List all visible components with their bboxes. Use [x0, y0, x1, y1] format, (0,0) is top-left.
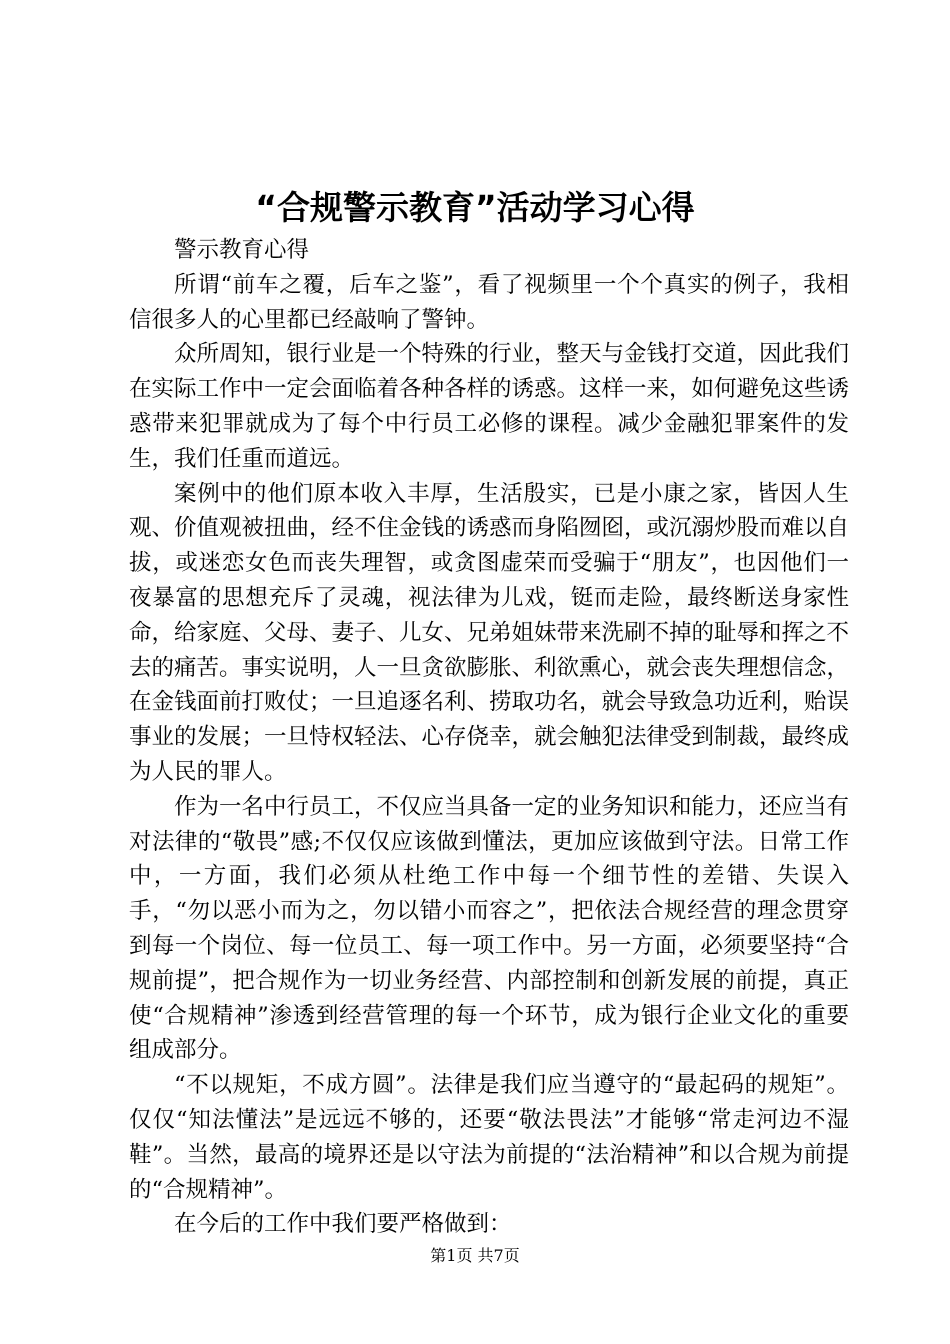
paragraph: “不以规矩，不成方圆”。法律是我们应当遵守的“最起码的规矩”。仅仅“知法懂法”是远远不够的，还要“敬法畏法”才能够“常走河边不湿鞋”。当然，最高的境界还是以守法为前提的“法治精神”和以合规为前提的“合规精神”。 [129, 1072, 849, 1203]
paragraph: 所谓“前车之覆，后车之鉴”，看了视频里一个个真实的例子，我相信很多人的心里都已经敲响了警钟。 [129, 271, 849, 333]
paragraph-subtitle: 警示教育心得 [174, 237, 310, 263]
page-footer: 第1页 共7页 [430, 1246, 520, 1265]
paragraph: 案例中的他们原本收入丰厚，生活殷实，已是小康之家，皆因人生观、价值观被扭曲，经不住金钱的诱惑而身陷囫囵，或沉溺炒股而难以自拔，或迷恋女色而丧失理智，或贪图虚荣而受骗于“朋友”，也因他们一夜暴富的思想充斥了灵魂，视法律为儿戏，铤而走险，最终断送身家性命，给家庭、父母、妻子、儿女、兄弟姐妹带来洗刷不掉的耻辱和挥之不去的痛苦。事实说明，人一旦贪欲膨胀、利欲熏心，就会丧失理想信念，在金钱面前打败仗；一旦追逐名利、捞取功名，就会导致急功近利，贻误事业的发展；一旦恃权轻法、心存侥幸，就会触犯法律受到制裁，最终成为人民的罪人。 [129, 480, 850, 785]
paragraph: 作为一名中行员工，不仅应当具备一定的业务知识和能力，还应当有对法律的“敬畏”感;不仅仅应该做到懂法，更加应该做到守法。日常工作中，一方面，我们必须从杜绝工作中每一个细节性的差错、失误入手，“勿以恶小而为之，勿以错小而容之”，把依法合规经营的理念贯穿到每一个岗位、每一位员工、每一项工作中。另一方面，必须要坚持“合规前提”，把合规作为一切业务经营、内部控制和创新发展的前提，真正使“合规精神”渗透到经营管理的每一个环节，成为银行企业文化的重要组成部分。 [129, 793, 850, 1064]
document-title: “合规警示教育”活动学习心得 [255, 188, 695, 227]
paragraph: 在今后的工作中我们要严格做到： [174, 1211, 512, 1238]
document-body [129, 233, 849, 1242]
paragraph: 众所周知，银行业是一个特殊的行业，整天与金钱打交道，因此我们在实际工作中一定会面临着各种各样的诱惑。这样一来，如何避免这些诱惑带来犯罪就成为了每个中行员工必修的课程。减少金融犯罪案件的发生，我们任重而道远。 [129, 341, 850, 472]
